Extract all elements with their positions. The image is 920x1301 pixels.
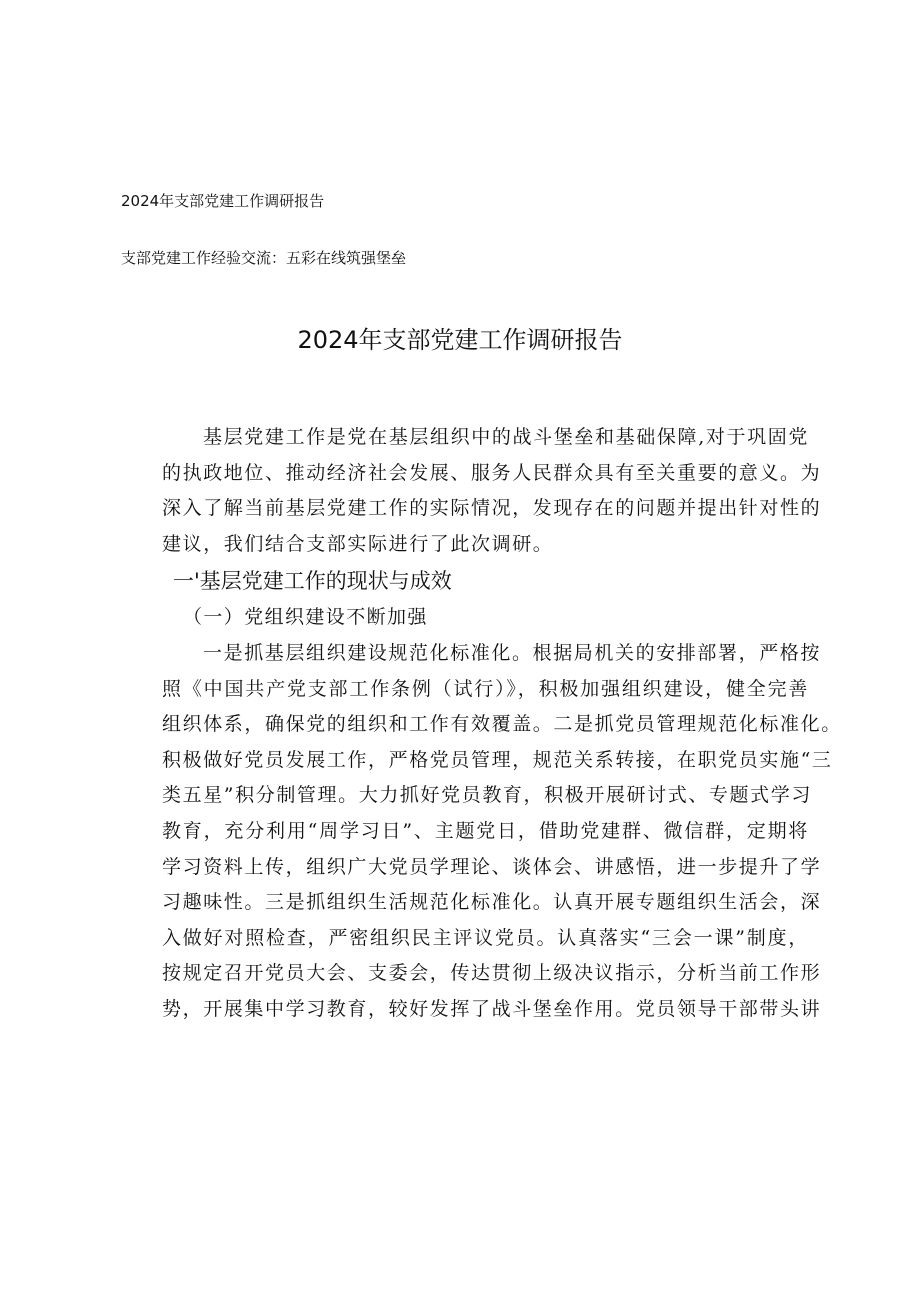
text-line: 入做好对照检查，严密组织民主评议党员。认真落实“三会一课”制度， — [162, 926, 809, 949]
text-line: 教育，充分利用“周学习日”、主题党日，借助党建群、微信群，定期将 — [162, 819, 809, 842]
text-line: 照《中国共产党支部工作条例（试行）》，积极加强组织建设，健全完善 — [162, 677, 809, 700]
section-paragraph — [121, 636, 842, 1028]
text-line: 积极做好党员发展工作，严格党员管理，规范关系转接，在职党员实施“三 — [162, 748, 833, 771]
intro-paragraph — [121, 420, 822, 562]
text-line: 建议，我们结合支部实际进行了此次调研。 — [162, 532, 554, 555]
text-line: 按规定召开党员大会、支委会，传达贯彻上级决议指示，分析当前工作形 — [162, 962, 822, 985]
document-body — [121, 420, 842, 1028]
text-line: 基层党建工作是党在基层组织中的战斗堡垒和基础保障,对于巩固党 — [203, 426, 809, 448]
header-line-1: 2024年支部党建工作调研报告 — [121, 192, 325, 210]
text-line: 组织体系，确保党的组织和工作有效覆盖。二是抓党员管理规范化标准化。 — [162, 713, 842, 736]
document-title: 2024年支部党建工作调研报告 — [297, 326, 623, 354]
text-line: 习趣味性。三是抓组织生活规范化标准化。认真开展专题组织生活会，深 — [162, 891, 822, 914]
text-line: 类五星”积分制管理。大力抓好党员教育，积极开展研讨式、专题式学习 — [162, 784, 812, 807]
header-line-2: 支部党建工作经验交流：五彩在线筑强堡垒 — [121, 249, 407, 267]
text-line: 学习资料上传，组织广大党员学理论、谈体会、讲感悟，进一步提升了学 — [162, 855, 822, 878]
section-heading: 一'基层党建工作的现状与成效 — [173, 569, 452, 594]
text-line: 一是抓基层组织建设规范化标准化。根据局机关的安排部署，严格按 — [203, 641, 822, 664]
text-line: 势，开展集中学习教育，较好发挥了战斗堡垒作用。党员领导干部带头讲 — [162, 997, 822, 1020]
text-line: 深入了解当前基层党建工作的实际情况，发现存在的问题并提出针对性的 — [162, 497, 822, 520]
subsection-heading: （一）党组织建设不断加强 — [183, 606, 428, 629]
text-line: 的执政地位、推动经济社会发展、服务人民群众具有至关重要的意义。为 — [162, 461, 822, 484]
